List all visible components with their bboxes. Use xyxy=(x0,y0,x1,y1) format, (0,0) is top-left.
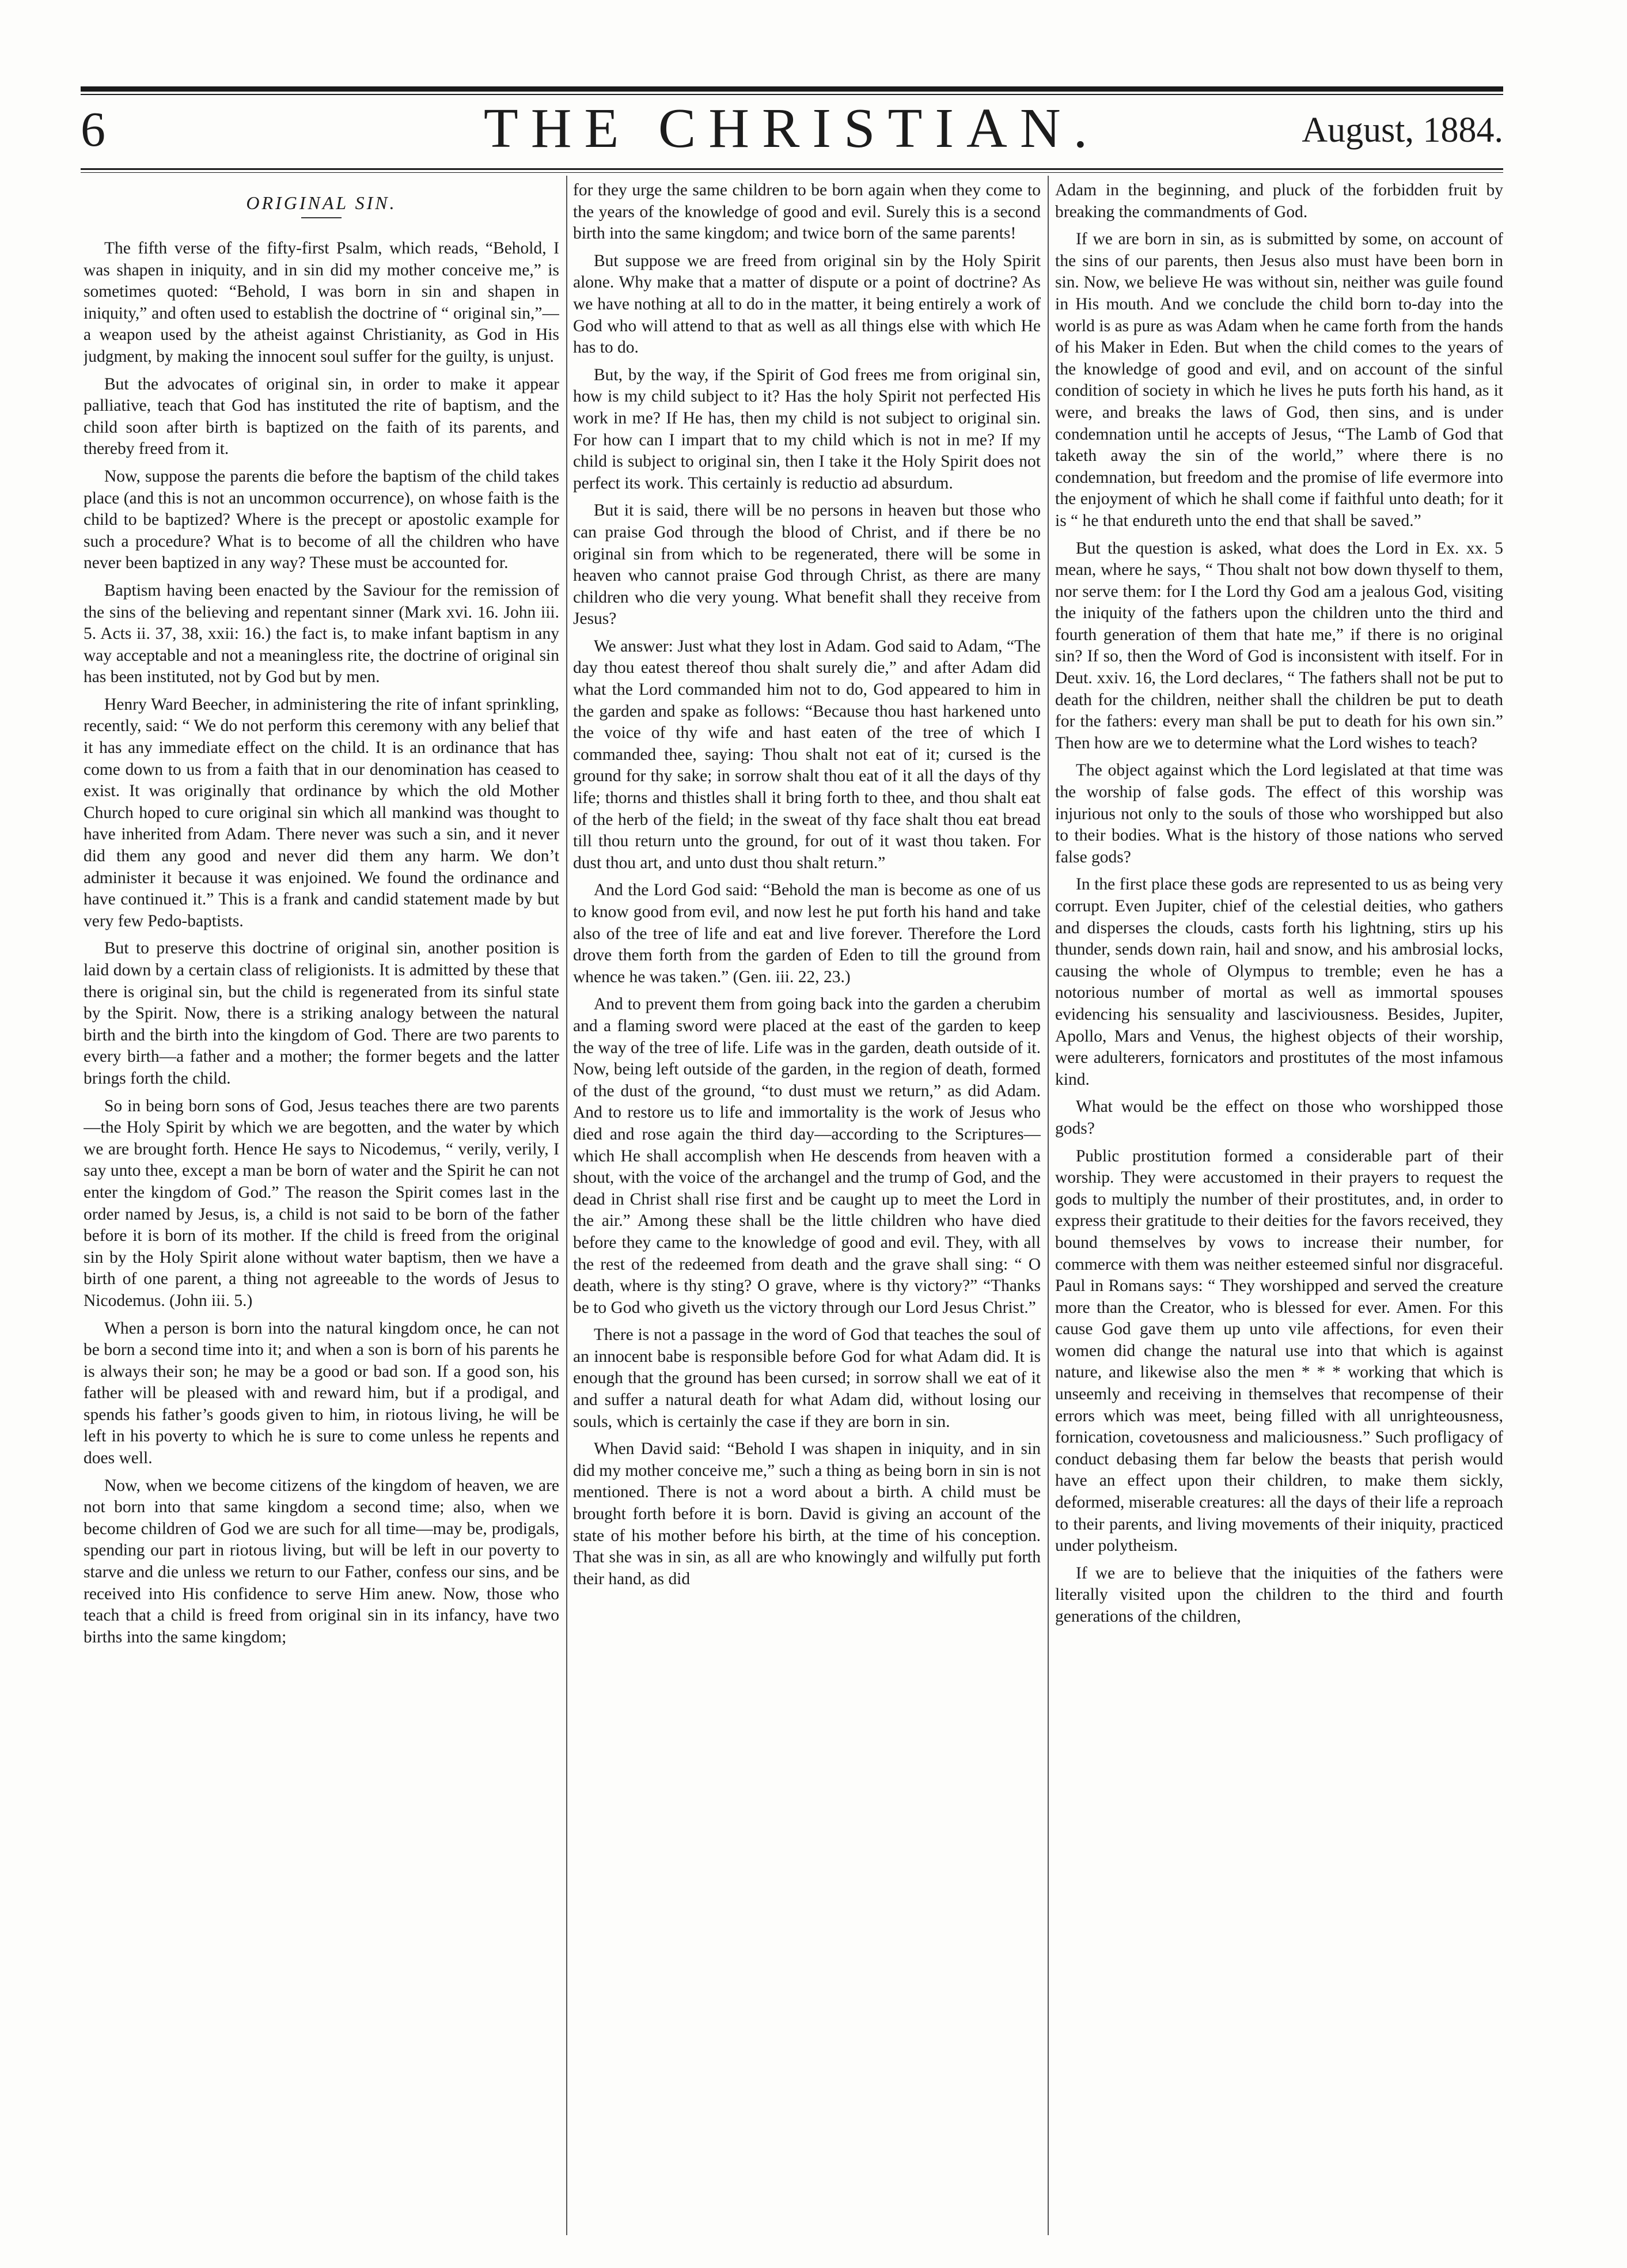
column-divider-2 xyxy=(1048,176,1049,2235)
paragraph: But, by the way, if the Spirit of God frees me from original sin, how is my child subject to it? Has the holy Spirit not perfected His work in me? If He has, then my child is not subject to original sin. For how can I impart that to my child which is not in me? If my child is subject to original sin, then I take it the Holy Spirit does not perfect its work. This certainly is reductio ad absurdum. xyxy=(573,365,1041,493)
paragraph: But suppose we are freed from original sin by the Holy Spirit alone. Why make that a matter of dispute or a point of doctrine? As we have nothing at all to do in the matter, it being entirely a work of God who will attend to that as well as all things else with which He has to do. xyxy=(573,251,1041,357)
paragraph: But the question is asked, what does the Lord in Ex. xx. 5 mean, where he says, “ Thou shalt not bow down thyself to them, nor serve them: for I the Lord thy God am a jealous God, visiting the iniquity of the fathers upon the children unto the third and fourth generation of them that hate me,” if there is no original sin? If so, then the Word of God is inconsistent with itself. For in Deut. xxiv. 16, the Lord declares, “ The fathers shall not be put to death for the children, neither shall the children be put to death for the fathers: every man shall be put to death for his own sin.” Then how are we to determine what the Lord wishes to teach? xyxy=(1055,539,1503,752)
paragraph: Adam in the beginning, and pluck of the forbidden fruit by breaking the commandments of God. xyxy=(1055,181,1503,221)
paragraph: When David said: “Behold I was shapen in iniquity, and in sin did my mother conceive me,” such a thing as being born in sin is not mentioned. There is not a word about a birth. A child must be brought forth before it is born. David is giving an account of the state of his mother before his birth, at the time of his conception. That she was in sin, as all are who knowingly and wilfully put forth their hand, as did xyxy=(573,1440,1041,1588)
masthead-bottom-rule xyxy=(81,168,1503,170)
masthead-bottom-rule-thin xyxy=(81,172,1503,173)
paragraph: In the first place these gods are represented to us as being very corrupt. Even Jupiter, chief of the celestial deities, who gathers and disperses the clouds, casts forth his lightning, stirs up his thunder, sends down rain, hail and snow, and his ambrosial locks, causing the whole of Olympus to tremble; even he has a notorious number of mortal as well as immortal spouses evidencing his sensuality and lasciviousness. Besides, Jupiter, Apollo, Mars and Venus, the highest objects of their worship, were adulterers, fornicators and prostitutes of the most infamous kind. xyxy=(1055,875,1503,1089)
paragraph: We answer: Just what they lost in Adam. God said to Adam, “The day thou eatest thereof thou shalt surely die,” and after Adam did what the Lord commanded him not to do, God appeared to him in the garden and spake as follows: “Because thou hast harkened unto the voice of thy wife and hast eaten of the tree of which I commanded thee, saying: Thou shalt not eat of it; cursed is the ground for thy sake; in sorrow shalt thou eat of it all the days of thy life; thorns and thistles shall it bring forth to thee, and thou shalt eat of the herb of the field; in the sweat of thy face shalt thou eat bread till thou return unto the ground, for out of it wast thou taken. For dust thou art, and unto dust thou shalt return.” xyxy=(573,637,1041,872)
column-2 xyxy=(573,180,1041,2231)
paragraph: The fifth verse of the fifty-first Psalm, which reads, “Behold, I was shapen in iniquity, and in sin did my mother conceive me,” is sometimes quoted: “Behold, I was born in sin and shapen in iniquity,” and often used to establish the doctrine of “ original sin,”—a weapon used by the atheist against Christianity, as God in His judgment, by making the innocent soul suffer for the guilty, is unjust. xyxy=(84,239,559,366)
column-3 xyxy=(1055,180,1503,2231)
paragraph: But it is said, there will be no persons in heaven but those who can praise God through the blood of Christ, and if there be no original sin from which to be regenerated, there will be some in heaven who cannot praise God through Christ, as there are many children who die very young. What benefit shall they receive from Jesus? xyxy=(573,501,1041,628)
paragraph: So in being born sons of God, Jesus teaches there are two parents—the Holy Spirit by which we are begotten, and the water by which we are brought forth. Hence He says to Nicodemus, “ verily, verily, I say unto thee, except a man be born of water and the Spirit he can not enter the kingdom of God.” The reason the Spirit comes last in the order named by Jesus, is, a child is not said to be born of the father before it is born of its mother. If the child is freed from the original sin by the Holy Spirit alone without water baptism, then we have a birth of one parent, a thing not agreeable to the words of Jesus to Nicodemus. (John iii. 5.) xyxy=(84,1096,559,1310)
paragraph: But the advocates of original sin, in order to make it appear palliative, teach that God has instituted the rite of baptism, and the child soon after birth is baptized on the faith of its parents, and thereby freed from it. xyxy=(84,374,559,459)
newspaper-title: THE CHRISTIAN. xyxy=(483,97,1101,160)
paragraph: Public prostitution formed a considerable part of their worship. They were accustomed in their prayers to request the gods to multiply the number of their prostitutes, and, in order to express their gratitude to their deities for the favors received, they bound themselves by vows to increase their number, for commerce with them was neither esteemed sinful nor disgraceful. Paul in Romans says: “ They worshipped and served the creature more than the Creator, who is blessed for ever. Amen. For this cause God gave them up unto vile affections, for even their women did change the natural use into that which is against nature, and likewise also the men * * * working that which is unseemly and receiving in themselves that recompense of their errors which was meet, being filled with all unrighteousness, fornication, covetousness and maliciousness.” Such profligacy of conduct debasing them far below the beasts that perish would have an effect upon their children, to make them sickly, deformed, miserable creatures: all the days of their life a reproach to their parents, and living movements of their iniquity, practiced under polytheism. xyxy=(1055,1146,1503,1555)
paragraph: Baptism having been enacted by the Saviour for the remission of the sins of the believing and repentant sinner (Mark xvi. 16. John iii. 5. Acts ii. 37, 38, xxii: 16.) the fact is, to make infant baptism in any way acceptable and not a meaningless rite, the doctrine of original sin has been instituted, not by God but by men. xyxy=(84,581,559,687)
top-thick-rule xyxy=(81,86,1503,92)
paragraph: If we are to believe that the iniquities of the fathers were literally visited upon the children to the third and fourth generations of the children, xyxy=(1055,1563,1503,1626)
column-divider-1 xyxy=(566,176,567,2235)
paragraph: And to prevent them from going back into the garden a cherubim and a flaming sword were placed at the east of the garden to keep the way of the tree of life. Life was in the garden, death outside of it. Now, being left outside of the garden, in the region of death, formed of the dust of the ground, “to dust must we return,” as did Adam. And to restore us to life and immortality is the work of Jesus who died and rose again the third day—according to the Scriptures—which He shall accomplish when He descends from heaven with a shout, with the voice of the archangel and the trump of God, and the dead in Christ shall rise first and be caught up to meet the Lord in the air.” Among these shall be the little children who have died before they came to the knowledge of good and evil. They, with all the rest of the redeemed from death and the grave shall sing: “ O death, where is thy sting? O grave, where is thy victory?” “Thanks be to God who giveth us the victory through our Lord Jesus Christ.” xyxy=(573,995,1041,1317)
paragraph: There is not a passage in the word of God that teaches the soul of an innocent babe is responsible before God for what Adam did. It is enough that the ground has been cursed; in sorrow shall we eat of it and suffer a natural death for what Adam did, without losing our souls, which is certainly the case if they are born in sin. xyxy=(573,1326,1041,1431)
column-1 xyxy=(84,180,559,2231)
masthead xyxy=(81,97,1503,166)
paragraph: for they urge the same children to be born again when they come to the years of the knowledge of good and evil. Surely this is a second birth into the same kingdom; and twice born of the same parents! xyxy=(573,181,1041,243)
paragraph: When a person is born into the natural kingdom once, he can not be born a second time into it; and when a son is born of his parents he is always their son; he may be a good or bad son. If a good son, his father will be pleased with and reward him, but if a prodigal, and spends his father’s goods given to him, in riotous living, he will be left in his poverty to which he is sure to come unless he repents and does well. xyxy=(84,1319,559,1468)
paragraph: Now, when we become citizens of the kingdom of heaven, we are not born into that same kingdom a second time; also, when we become children of God we are such for all time—may be, prodigals, spending our part in riotous living, but will be left in our poverty to starve and die unless we return to our Father, confess our sins, and be received into His confidence to serve Him anew. Now, those who teach that a child is freed from original sin in its infancy, have two births into the same kingdom; xyxy=(84,1476,559,1646)
paragraph: If we are born in sin, as is submitted by some, on account of the sins of our parents, then Jesus also must have been born in sin. Now, we believe He was without sin, neither was guile found in His mouth. And we conclude the child born to-day into the world is as pure as was Adam when he came forth from the hands of his Maker in Eden. But when the child comes to the years of the knowledge of good and evil, and on account of the sinful condition of society in which he lives he puts forth his hand, as it were, and breaks the laws of God, then sins, and is under condemnation until he accepts of Jesus, “The Lamb of God that taketh away the sin of the world,” where there is no condemnation, but freedom and the promise of life evermore into the enjoyment of which he shall come if faithful unto death; for it is “ he that endureth unto the end that shall be saved.” xyxy=(1055,230,1503,530)
paragraph: The object against which the Lord legislated at that time was the worship of false gods. The effect of this worship was injurious not only to the souls of those who worshipped but also to their bodies. What is the history of those nations who served false gods? xyxy=(1055,761,1503,866)
article-title: ORIGINAL SIN. xyxy=(246,192,397,213)
page-number: 6 xyxy=(81,101,105,157)
issue-date: August, 1884. xyxy=(1302,111,1503,150)
top-thin-rule xyxy=(81,94,1503,95)
paragraph: Henry Ward Beecher, in administering the rite of infant sprinkling, recently, said: “ We do not perform this ceremony with any belief that it has any immediate effect on the child. It is an ordinance that has come down to us from a faith that in our denomination has ceased to exist. It was originally that ordinance by which the old Mother Church hoped to cure original sin which all mankind was thought to have inherited from Adam. There never was such a sin, and it never did them any good and never did them any harm. We don’t administer it because it was enjoined. We found the ordinance and have continued it.” This is a frank and candid statement made by but very few Pedo-baptists. xyxy=(84,695,559,930)
paragraph: Now, suppose the parents die before the baptism of the child takes place (and this is not an uncommon occurrence), on whose faith is the child to be baptized? Where is the precept or apostolic example for such a procedure? What is to become of all the children who have never been baptized in any way? These must be accounted for. xyxy=(84,467,559,573)
paragraph: But to preserve this doctrine of original sin, another position is laid down by a certain class of religionists. It is admitted by these that there is original sin, but the child is regenerated from its sinful state by the Spirit. Now, there is a striking analogy between the natural birth and the birth into the kingdom of God. There are two parents to every birth—a father and a mother; the former begets and the latter brings forth the child. xyxy=(84,939,559,1088)
paragraph: What would be the effect on those who worshipped those gods? xyxy=(1055,1097,1503,1138)
paragraph: And the Lord God said: “Behold the man is become as one of us to know good from evil, and now lest he put forth his hand and take also of the tree of life and eat and live forever. Therefore the Lord drove them forth from the garden of Eden to till the ground from whence he was taken.” (Gen. iii. 22, 23.) xyxy=(573,881,1041,986)
title-rule xyxy=(301,217,342,218)
